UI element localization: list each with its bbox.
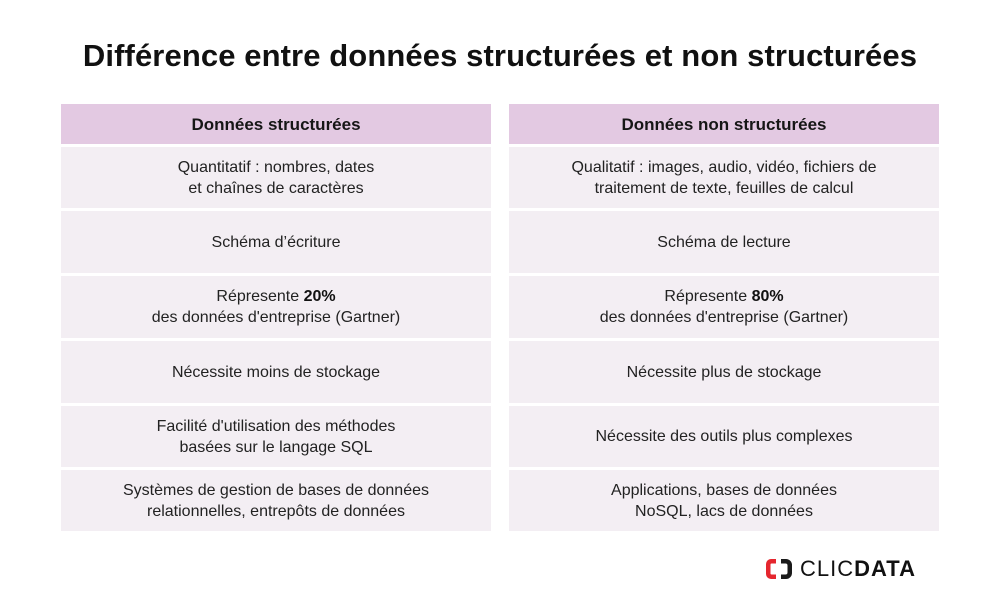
table-cell (509, 276, 939, 338)
clicdata-logo-icon (764, 557, 794, 581)
column-header-structured: Données structurées (61, 104, 491, 144)
table-cell (61, 276, 491, 338)
page-title: Différence entre données structurées et non structurées (82, 38, 918, 73)
cell-line: Nécessite plus de stockage (626, 363, 822, 381)
table-cell (509, 470, 939, 531)
table-cell (509, 211, 939, 273)
cell-line: traitement de texte, feuilles de calcul (594, 179, 854, 197)
table-cell (61, 406, 491, 467)
cell-line: Nécessite des outils plus complexes (595, 428, 853, 445)
table-cell (61, 470, 491, 531)
cell-line: Schéma de lecture (657, 233, 791, 251)
column-header-unstructured: Données non structurées (509, 104, 939, 144)
clicdata-logo (764, 555, 916, 583)
cell-line: Répresente 20% (216, 288, 336, 305)
table-cell (61, 211, 491, 273)
cell-line: Applications, bases de données (611, 481, 837, 499)
cell-line: relationnelles, entrepôts de données (147, 502, 405, 520)
cell-line: et chaînes de caractères (188, 179, 364, 197)
cell-line: Systèmes de gestion de bases de données (123, 481, 429, 499)
cell-line: Facilité d'utilisation des méthodes (156, 417, 396, 435)
cell-line: basées sur le langage SQL (179, 438, 373, 456)
cell-line: Schéma d’écriture (211, 233, 341, 251)
table-cell (61, 341, 491, 403)
table-cell (509, 147, 939, 208)
column-structured (61, 104, 491, 534)
cell-line: NoSQL, lacs de données (635, 502, 813, 520)
cell-line: Répresente 80% (664, 288, 784, 305)
table-cell (509, 406, 939, 467)
percentage-value: 80% (751, 288, 784, 305)
cell-line: Nécessite moins de stockage (171, 363, 381, 381)
table-cell (509, 341, 939, 403)
cell-line: des données d'entreprise (Gartner) (599, 309, 849, 326)
cell-line: des données d'entreprise (Gartner) (151, 309, 401, 326)
logo-wordmark: CLICDATA (800, 556, 916, 581)
percentage-value: 20% (303, 288, 336, 305)
table-cell (61, 147, 491, 208)
cell-line: Qualitatif : images, audio, vidéo, fichiers de (571, 158, 877, 176)
column-unstructured (509, 104, 939, 534)
cell-line: Quantitatif : nombres, dates (177, 158, 375, 176)
